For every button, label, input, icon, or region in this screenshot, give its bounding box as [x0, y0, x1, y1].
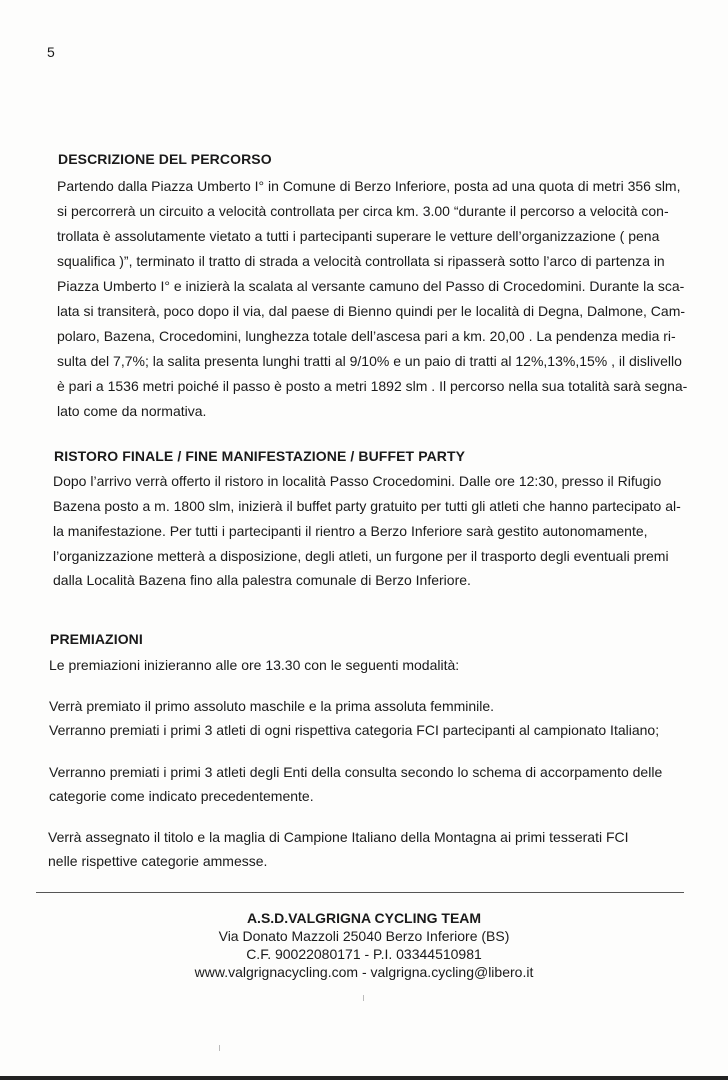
paragraph-line: Verranno premiati i primi 3 atleti degli Enti della consulta secondo lo schema di accorpamento delle	[49, 764, 663, 780]
footer-divider	[36, 892, 684, 893]
footer-address: Via Donato Mazzoli 25040 Berzo Inferiore (BS)	[218, 928, 510, 944]
paragraph-line: Piazza Umberto I° e inizierà la scalata al versante camuno del Passo di Crocedomini. Durante la sca-	[57, 278, 685, 294]
paragraph-line: nelle rispettive categorie ammesse.	[48, 853, 268, 869]
paragraph-line: si percorrerà un circuito a velocità controllata per circa km. 3.00 “durante il percorso a velocità con-	[57, 203, 669, 219]
paragraph-line: dalla Località Bazena fino alla palestra comunale di Berzo Inferiore.	[53, 572, 471, 588]
paragraph-line: Verranno premiati i primi 3 atleti di ogni rispettiva categoria FCI partecipanti al campionato Italiano;	[49, 722, 660, 738]
paragraph-line: lato come da normativa.	[57, 403, 207, 419]
paragraph-line: trollata è assolutamente vietato a tutti i partecipanti superare le vetture dell’organizzazione ( pena	[57, 228, 660, 244]
scan-bottom-edge	[0, 1076, 728, 1080]
section-heading: PREMIAZIONI	[50, 631, 143, 647]
paragraph-line: Dopo l’arrivo verrà offerto il ristoro in località Passo Crocedomini. Dalle ore 12:30, presso il Rifugio	[53, 473, 662, 489]
section-heading: DESCRIZIONE DEL PERCORSO	[58, 151, 272, 167]
scan-speck	[363, 995, 364, 1001]
paragraph-line: Bazena posto a m. 1800 slm, inizierà il buffet party gratuito per tutti gli atleti che hanno partecipato al-	[53, 498, 681, 514]
paragraph-line: l’organizzazione metterà a disposizione, degli atleti, un furgone per il trasporto degli eventuali premi	[53, 548, 669, 564]
scan-speck	[219, 1045, 220, 1051]
paragraph-line: Le premiazioni inizieranno alle ore 13.30 con le seguenti modalità:	[49, 657, 460, 673]
paragraph-line: la manifestazione. Per tutti i partecipanti il rientro a Berzo Inferiore sarà gestito autonomamente,	[53, 523, 648, 539]
paragraph-line: squalifica )”, terminato il tratto di strada a velocità controllata si ripasserà sotto l’arco di partenza in	[57, 253, 665, 269]
paragraph-line: categorie come indicato precedentemente.	[49, 788, 314, 804]
footer-fiscal-codes: C.F. 90022080171 - P.I. 03344510981	[246, 946, 482, 962]
paragraph-line: è pari a 1536 metri poiché il passo è posto a metri 1892 slm . Il percorso nella sua totalità sarà segna-	[57, 378, 688, 394]
paragraph-line: Verrà assegnato il titolo e la maglia di Campione Italiano della Montagna ai primi tesserati FCI	[48, 829, 629, 845]
paragraph-line: Partendo dalla Piazza Umberto I° in Comune di Berzo Inferiore, posta ad una quota di metri 356 slm,	[57, 178, 681, 194]
page-number: 5	[47, 44, 55, 60]
paragraph-line: polaro, Bazena, Crocedomini, lunghezza totale dell’ascesa pari a km. 20,00 . La pendenza media ri-	[57, 328, 676, 344]
footer-org-name: A.S.D.VALGRIGNA CYCLING TEAM	[246, 910, 482, 926]
section-heading: RISTORO FINALE / FINE MANIFESTAZIONE / BUFFET PARTY	[54, 448, 466, 464]
footer-contacts: www.valgrignacycling.com - valgrigna.cycling@libero.it	[194, 964, 534, 980]
paragraph-line: lata si transiterà, poco dopo il via, dal paese di Bienno quindi per le località di Degna, Dalmone, Cam-	[57, 303, 686, 319]
footer	[0, 909, 728, 981]
paragraph-line: sulta del 7,7%; la salita presenta lunghi tratti al 9/10% e un paio di tratti al 12%,13%,15% , il dislivello	[57, 353, 682, 369]
paragraph-line: Verrà premiato il primo assoluto maschile e la prima assoluta femminile.	[49, 698, 495, 714]
